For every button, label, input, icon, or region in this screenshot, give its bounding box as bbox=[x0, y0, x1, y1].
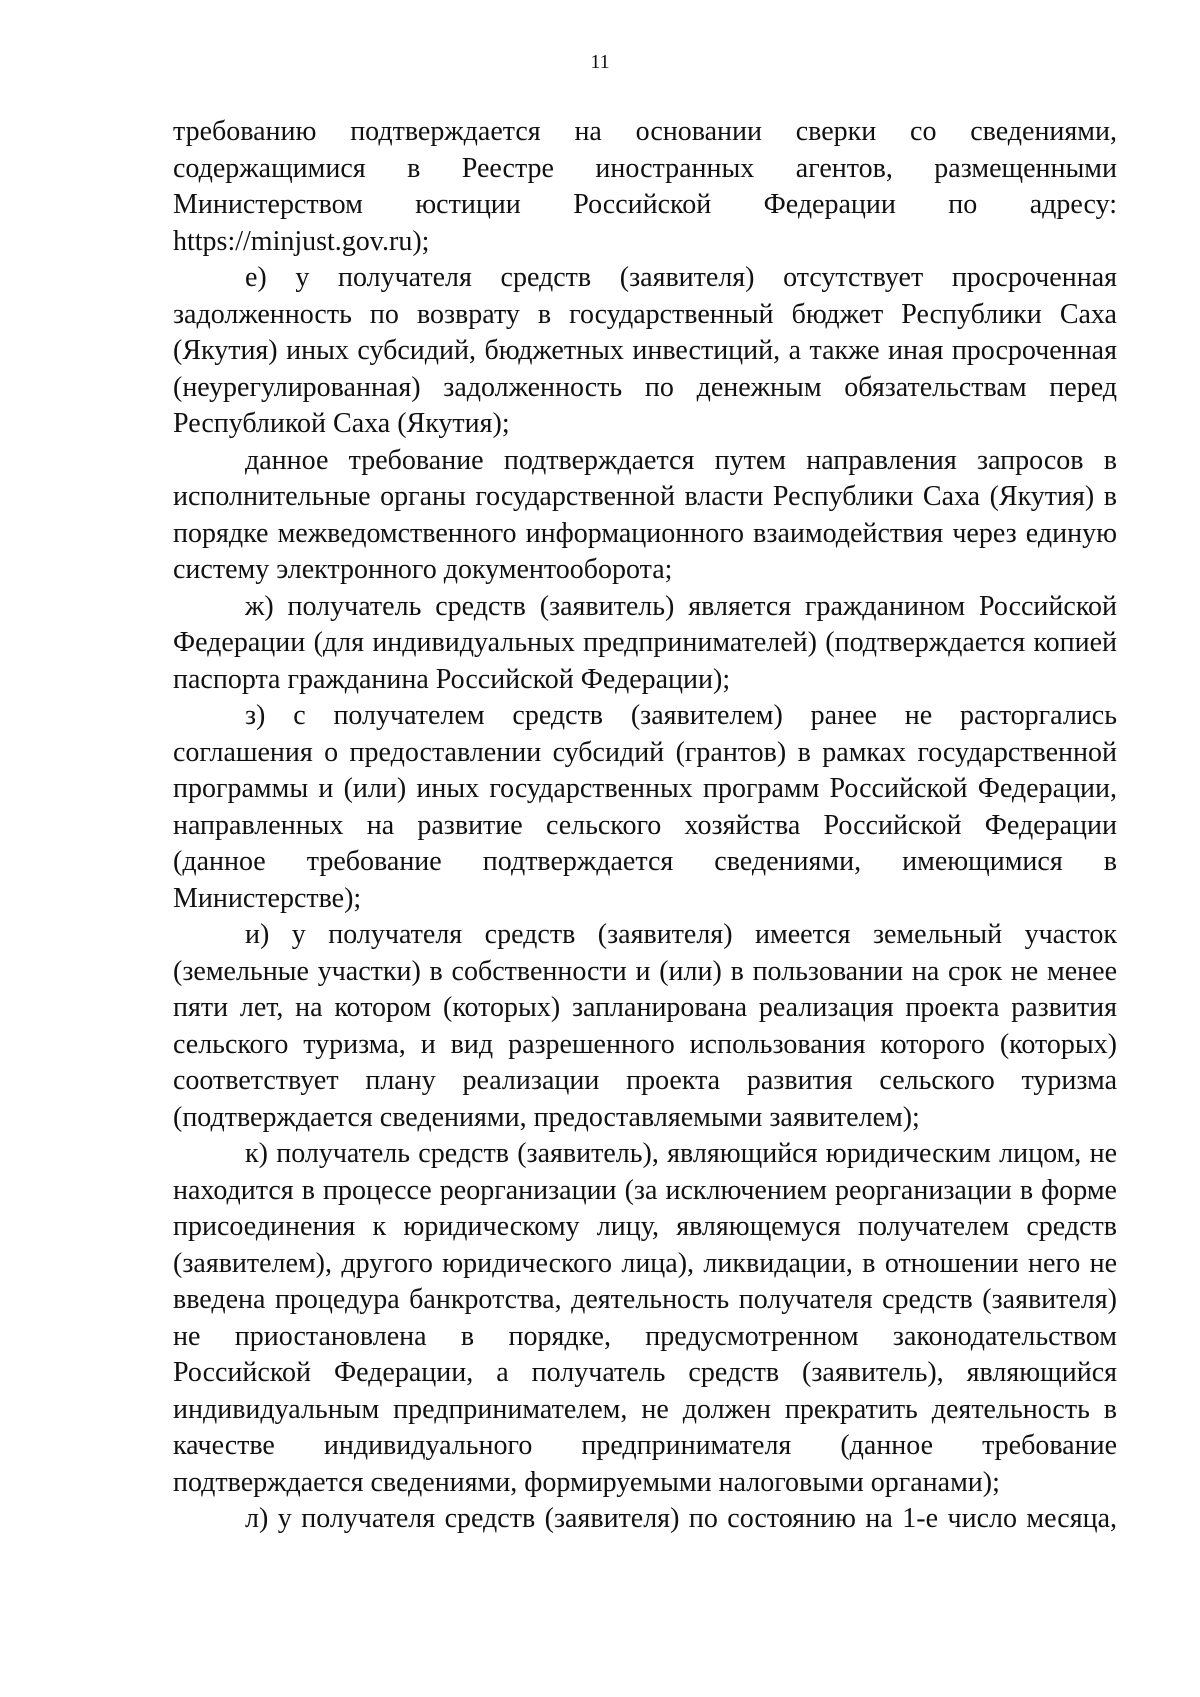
paragraph-item-i: и) у получателя средств (заявителя) имеется земельный участок (земельные участки) в собственности и (или) в пользовании на срок не менее пяти лет, на котором (которых) запланирована реализация проекта развития сельского туризма, и вид разрешенного использования которого (которых) соответствует плану реализации проекта развития сельского туризма (подтверждается сведениями, предоставляемыми заявителем); bbox=[173, 919, 1117, 1133]
paragraph-requirement-note: данное требование подтверждается путем направления запросов в исполнительные органы государственной власти Республики Саха (Якутия) в порядке межведомственного информационного взаимодействия через единую систему электронного документооборота; bbox=[173, 444, 1117, 585]
paragraph-item-e: е) у получателя средств (заявителя) отсутствует просроченная задолженность по возврату в государственный бюджет Республики Саха (Якутия) иных субсидий, бюджетных инвестиций, а также иная просроченная (неурегулированная) задолженность по денежным обязательствам перед Республикой Саха (Якутия); bbox=[173, 262, 1117, 439]
paragraph-item-k: к) получатель средств (заявитель), являющийся юридическим лицом, не находится в процессе реорганизации (за исключением реорганизации в форме присоединения к юридическому лицу, являющемуся получателем средств (заявителем), другого юридического лица), ликвидации, в отношении него не введена процедура банкротства, деятельность получателя средств (заявителя) не приостановлена в порядке, предусмотренном законодательством Российской Федерации, а получатель средств (заявитель), являющийся индивидуальным предпринимателем, не должен прекратить деятельность в качестве индивидуального предпринимателя (данное требование подтверждается сведениями, формируемыми налоговыми органами); bbox=[173, 1138, 1117, 1498]
paragraph-continuation: требованию подтверждается на основании сверки со сведениями, содержащимися в Реестре иностранных агентов, размещенными Министерством юстиции Российской Федерации по адресу: https://minjust.gov.ru); bbox=[173, 116, 1117, 257]
document-body bbox=[173, 114, 1117, 1538]
paragraph-item-z: з) с получателем средств (заявителем) ранее не расторгались соглашения о предоставлении субсидий (грантов) в рамках государственной программы и (или) иных государственных программ Российской Федерации, направленных на развитие сельского хозяйства Российской Федерации (данное требование подтверждается сведениями, имеющимися в Министерстве); bbox=[173, 700, 1117, 914]
paragraph-item-zh: ж) получатель средств (заявитель) является гражданином Российской Федерации (для индивидуальных предпринимателей) (подтверждается копией паспорта гражданина Российской Федерации); bbox=[173, 590, 1117, 695]
paragraph-item-l: л) у получателя средств (заявителя) по состоянию на 1-е число месяца, bbox=[245, 1503, 1117, 1534]
page-number: 11 bbox=[590, 51, 610, 73]
